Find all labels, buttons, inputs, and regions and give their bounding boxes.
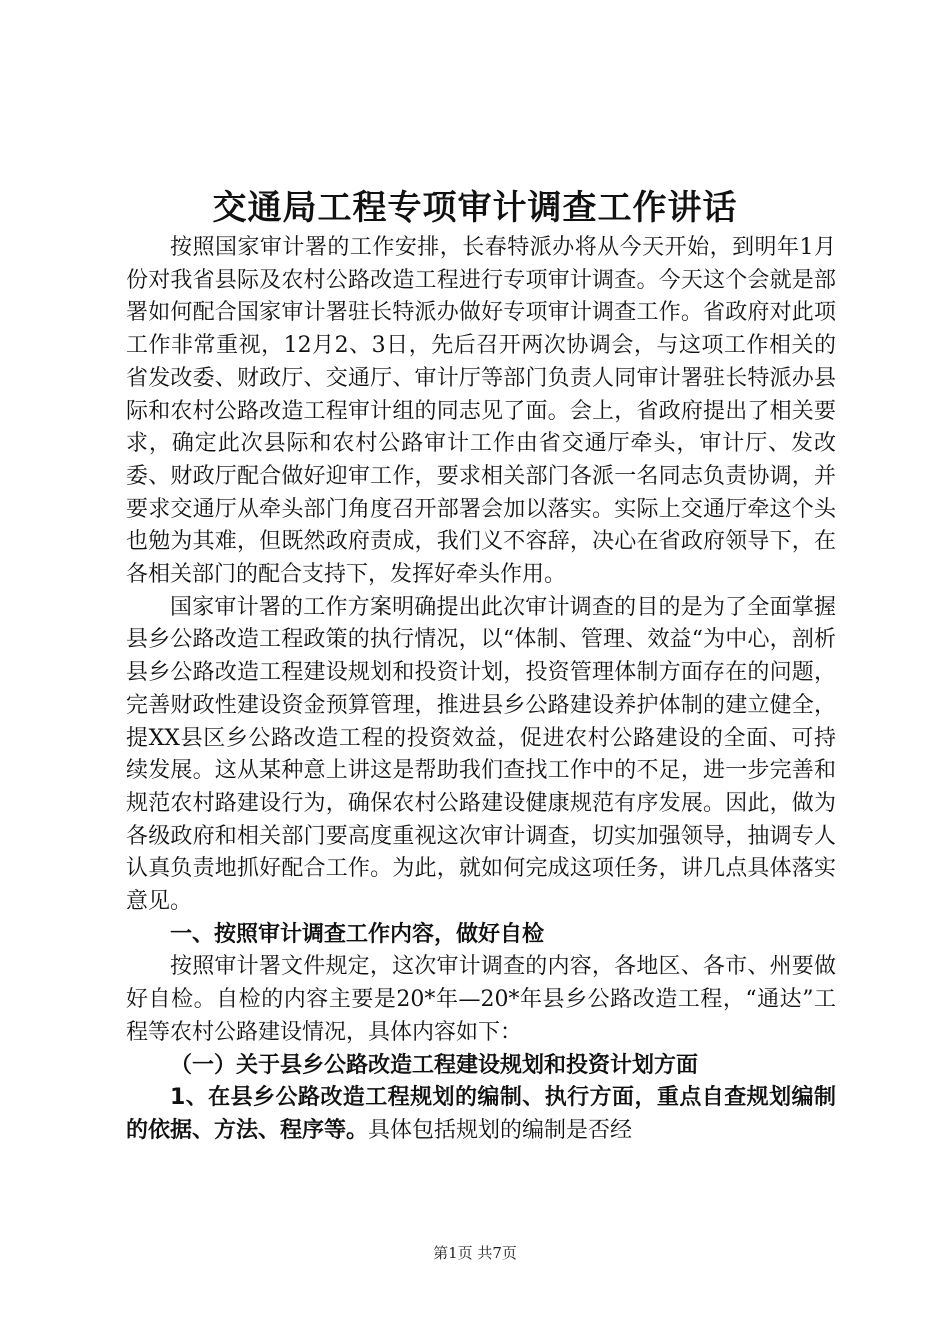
paragraph-self-check: 按照审计署文件规定，这次审计调查的内容，各地区、各市、州要做好自检。自检的内容主要是20*年—20*年县乡公路改造工程，“通达”工程等农村公路建设情况，具体内容如下： — [126, 954, 837, 1045]
document-body — [126, 232, 836, 1148]
list-item-1-lead: 1、在县乡公路改造工程规划的编制、执行方面，重点自查规划编制的依据、方法、程序等。 — [126, 1085, 836, 1143]
list-item-1-rest: 具体包括规划的编制是否经 — [368, 1117, 633, 1143]
page-footer: 第1页 共7页 — [433, 1244, 517, 1262]
section-heading-1: 一、按照审计调查工作内容，做好自检 — [170, 921, 545, 947]
list-item-1 — [126, 1082, 836, 1147]
subsection-heading-1: （一）关于县乡公路改造工程建设规划和投资计划方面 — [170, 1052, 699, 1078]
document-title: 交通局工程专项审计调查工作讲话 — [212, 188, 738, 228]
paragraph-purpose: 国家审计署的工作方案明确提出此次审计调查的目的是为了全面掌握县乡公路改造工程政策的执行情况，以“体制、管理、效益“为中心，剖析县乡公路改造工程建设规划和投资计划，投资管理体制方面存在的问题，完善财政性建设资金预算管理，推进县乡公路建设养护体制的建立健全，提XX县区乡公路改造工程的投资效益，促进农村公路建设的全面、可持续发展。这从某种意上讲这是帮助我们查找工作中的不足，进一步完善和规范农村路建设行为，确保农村公路建设健康规范有序发展。因此，做为各级政府和相关部门要高度重视这次审计调查，切实加强领导，抽调专人认真负责地抓好配合工作。为此，就如何完成这项任务，讲几点具体落实意见。 — [126, 594, 836, 915]
paragraph-intro: 按照国家审计署的工作安排，长春特派办将从今天开始，到明年1月份对我省县际及农村公路改造工程进行专项审计调查。今天这个会就是部署如何配合国家审计署驻长特派办做好专项审计调查工作。省政府对此项工作非常重视，12月2、3日，先后召开两次协调会，与这项工作相关的省发改委、财政厅、交通厅、审计厅等部门负责人同审计署驻长特派办县际和农村公路改造工程审计组的同志见了面。会上，省政府提出了相关要求，确定此次县际和农村公路审计工作由省交通厅牵头，审计厅、发改委、财政厅配合做好迎审工作，要求相关部门各派一名同志负责协调，并要求交通厅从牵头部门角度召开部署会加以落实。实际上交通厅牵这个头也勉为其难，但既然政府责成，我们义不容辞，决心在省政府领导下，在各相关部门的配合支持下，发挥好牵头作用。 — [126, 235, 836, 588]
